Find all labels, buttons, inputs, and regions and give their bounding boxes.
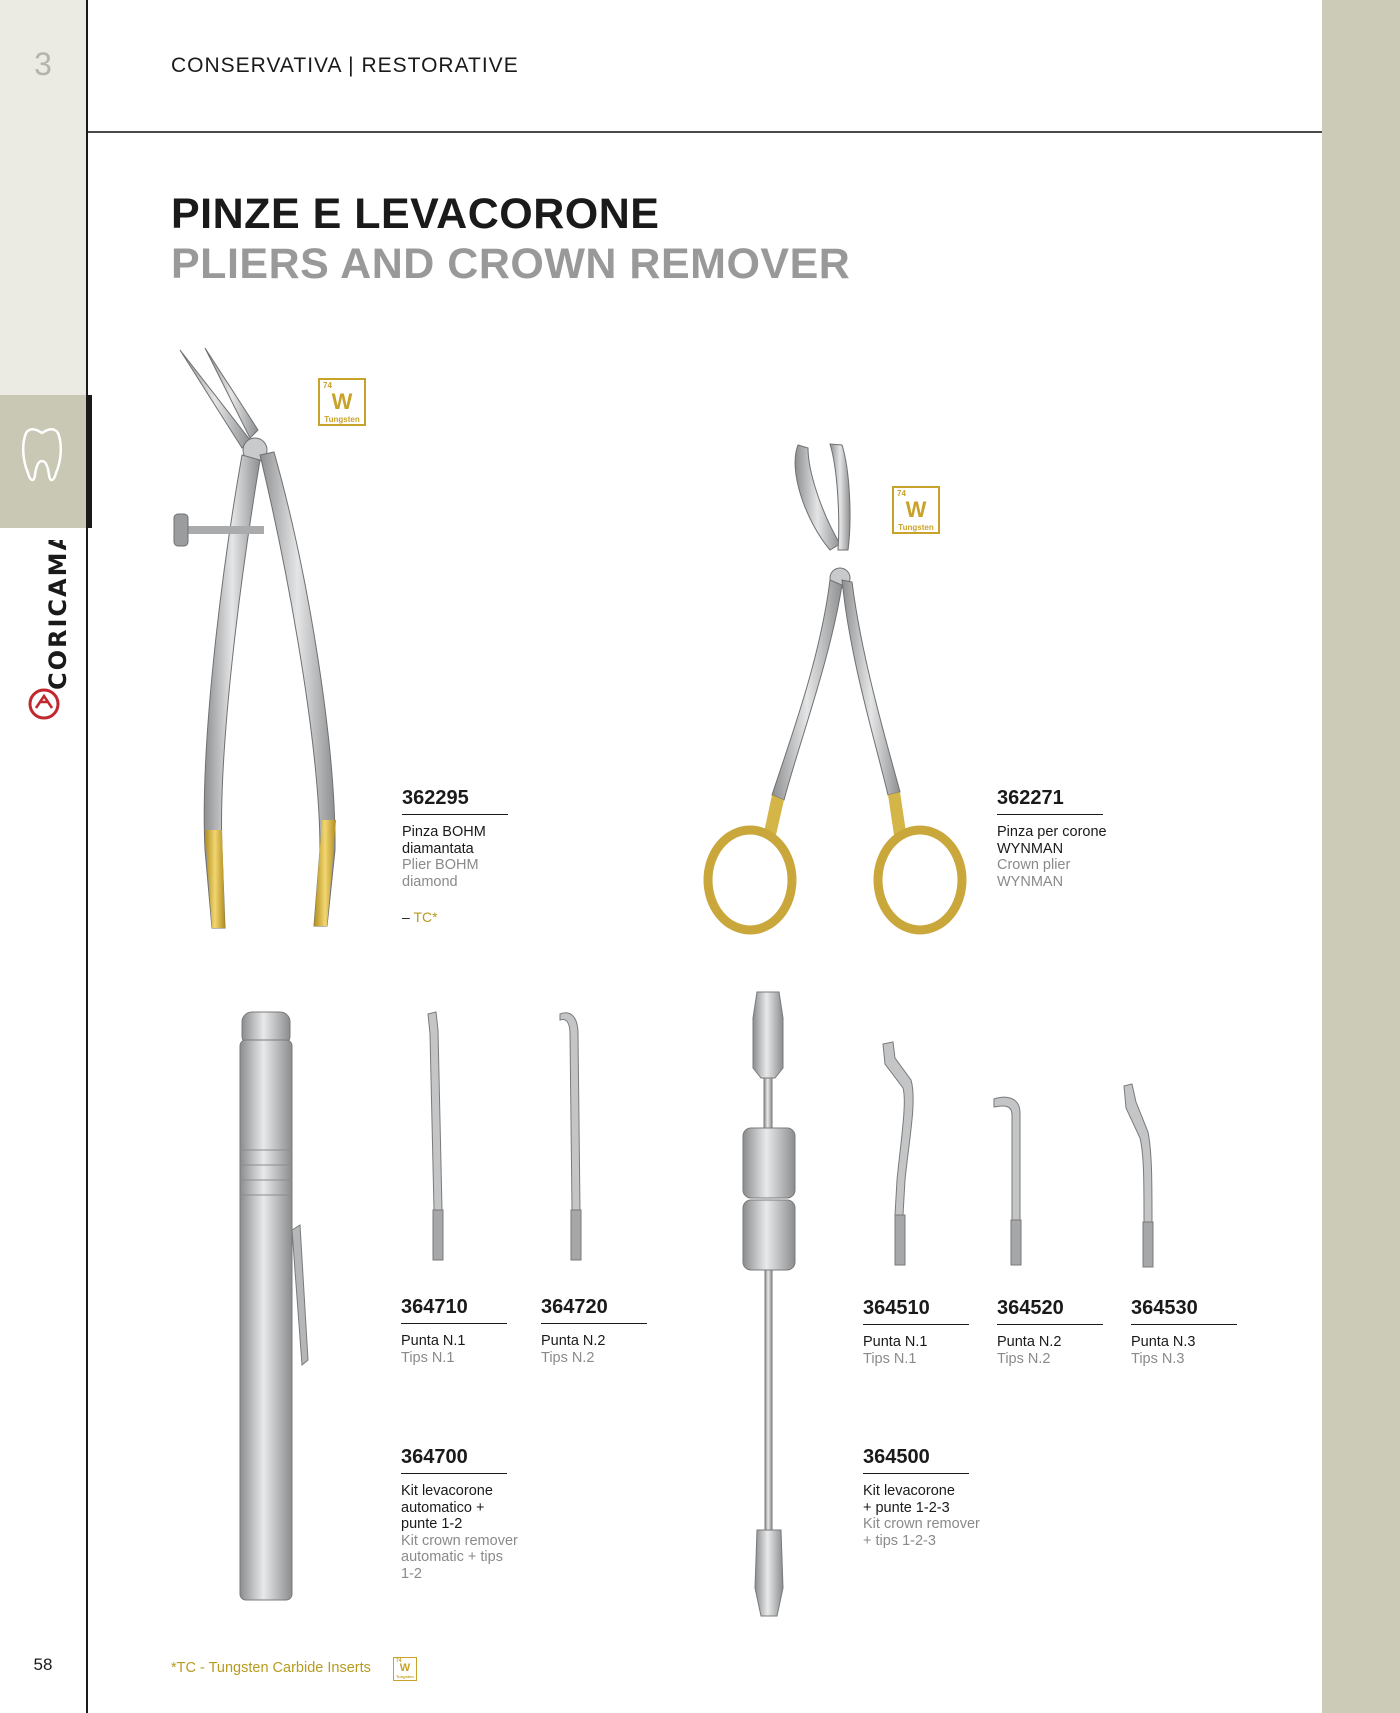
product-name-en: Plier BOHM diamond	[402, 857, 479, 890]
badge-symbol: W	[905, 497, 927, 522]
product-code: 364510	[863, 1297, 969, 1325]
badge-name: Tungsten	[324, 415, 360, 424]
tooth-icon	[20, 425, 66, 487]
product-code: 364700	[401, 1446, 507, 1474]
page-subtitle: PLIERS AND CROWN REMOVER	[171, 240, 851, 288]
crown-remover-kit-image	[735, 988, 805, 1623]
product-code: 364710	[401, 1296, 507, 1324]
product-364530	[1131, 1297, 1281, 1367]
product-364520	[997, 1297, 1147, 1367]
chapter-number: 3	[34, 46, 52, 82]
badge-symbol: W	[331, 389, 353, 414]
product-code: 362295	[402, 787, 508, 815]
product-name-it: Punta N.3	[1131, 1334, 1196, 1350]
badge-name: Tungsten	[396, 1674, 414, 1679]
tc-label: TC*	[413, 909, 438, 925]
product-code: 364520	[997, 1297, 1103, 1325]
right-color-band	[1322, 0, 1400, 1713]
tip-364720-image	[556, 1010, 596, 1270]
product-name-en: Tips N.2	[541, 1349, 595, 1366]
section-header: CONSERVATIVA | RESTORATIVE	[171, 54, 519, 77]
header-divider	[88, 131, 1322, 133]
page-number: 58	[33, 1655, 53, 1674]
product-name-it: Punta N.1	[863, 1334, 928, 1350]
product-code: 364530	[1131, 1297, 1237, 1325]
product-name-it: Punta N.1	[401, 1333, 466, 1349]
product-name-en: Kit crown remover + tips 1-2-3	[863, 1516, 980, 1549]
tc-note	[402, 909, 552, 925]
product-name-it: Punta N.2	[997, 1334, 1062, 1350]
product-364500	[863, 1446, 1013, 1549]
tungsten-badge-small	[393, 1657, 417, 1681]
badge-name: Tungsten	[898, 523, 934, 532]
product-364510	[863, 1297, 1013, 1367]
tip-364710-image	[420, 1010, 460, 1270]
product-name-en: Tips N.2	[997, 1350, 1051, 1367]
product-name-en: Tips N.1	[401, 1349, 455, 1366]
brand-logo	[14, 540, 74, 720]
tip-364520-image	[990, 1095, 1040, 1275]
product-code: 364720	[541, 1296, 647, 1324]
product-362295	[402, 787, 552, 925]
tungsten-badge	[318, 378, 366, 426]
product-362271	[997, 787, 1147, 890]
page-title: PINZE E LEVACORONE	[171, 190, 660, 238]
product-name-en: Tips N.3	[1131, 1350, 1185, 1367]
product-code: 364500	[863, 1446, 969, 1474]
tip-364510-image	[875, 1040, 935, 1275]
product-name-it: Pinza per corone WYNMAN	[997, 824, 1107, 857]
product-name-it: Kit levacorone automatico + punte 1-2	[401, 1483, 493, 1532]
sidebar	[0, 0, 88, 1713]
badge-number: 74	[396, 1658, 402, 1664]
badge-number: 74	[323, 381, 332, 390]
brand-name: CORICAMA	[44, 540, 72, 690]
product-364700	[401, 1446, 551, 1582]
tungsten-badge	[892, 486, 940, 534]
product-364710	[401, 1296, 551, 1366]
product-name-en: Kit crown remover automatic + tips 1-2	[401, 1532, 518, 1582]
badge-number: 74	[897, 489, 906, 498]
product-name-it: Pinza BOHM diamantata	[402, 824, 486, 857]
sidebar-chapter-block	[0, 0, 86, 395]
product-name-it: Kit levacorone + punte 1-2-3	[863, 1483, 955, 1516]
product-code: 362271	[997, 787, 1103, 815]
sidebar-section-tab[interactable]	[0, 395, 92, 528]
badge-symbol: W	[399, 1662, 411, 1674]
tip-364530-image	[1120, 1082, 1170, 1277]
footnote: *TC - Tungsten Carbide Inserts	[171, 1660, 371, 1676]
tc-dash: –	[402, 909, 410, 925]
automatic-crown-remover-image	[228, 1010, 328, 1610]
product-name-en: Tips N.1	[863, 1350, 917, 1367]
product-name-en: Crown plier WYNMAN	[997, 857, 1071, 890]
wynman-plier-image	[680, 440, 1000, 950]
product-364720	[541, 1296, 691, 1366]
product-name-it: Punta N.2	[541, 1333, 606, 1349]
